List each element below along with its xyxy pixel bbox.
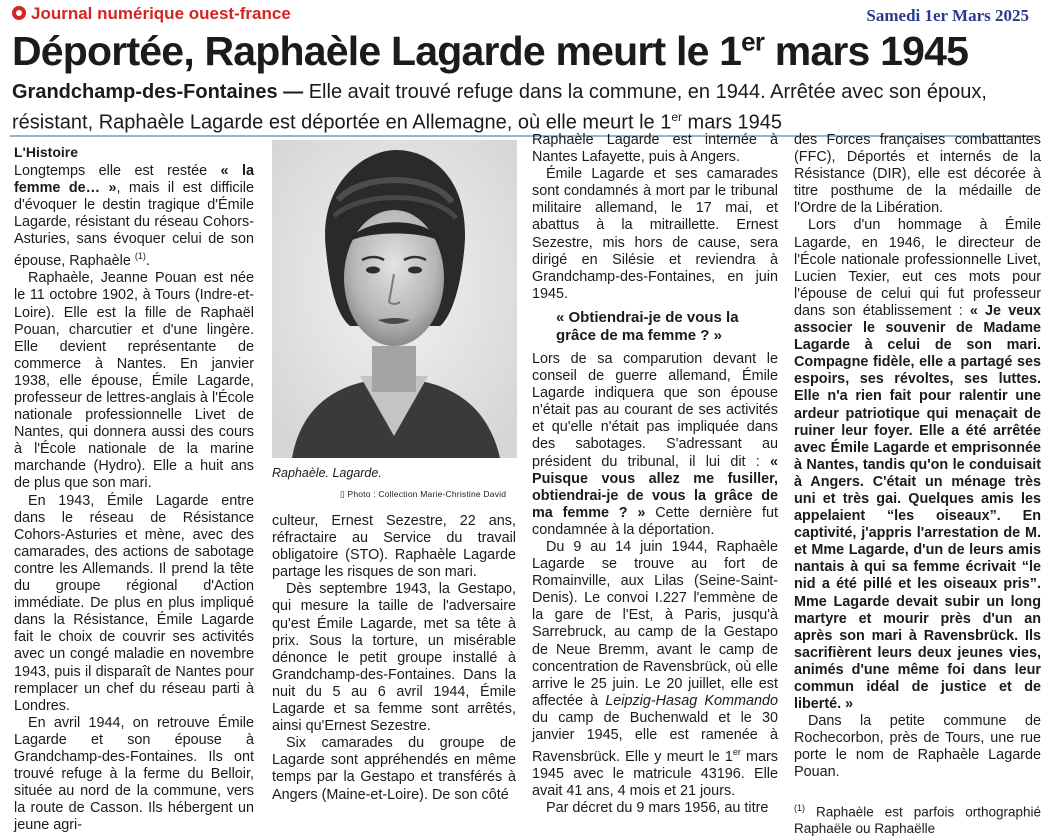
footnote-ref: (1) [134,251,146,262]
portrait-photo-image [272,140,517,458]
standfirst-sup: er [671,110,682,124]
text-run: Lors d'un hommage à Émile Lagarde, en 1946, le directeur de l'École nationale professionnelle Livet, Lucien Texier, eut ces mots pour l'épouse de celui qui fut professeur dans son établissement : [794,217,1041,319]
headline-sup: er [741,26,765,57]
standfirst-text-2: mars 1945 [682,111,783,134]
photo-credit-text: Photo : Collection Marie-Christine David [347,489,507,499]
portrait-photo [272,140,517,458]
text-run: du camp de Buchenwald et le 30 janvier 1945, elle est ramenée à Ravensbrück. Elle y meurt le 1 [532,709,778,765]
footnote-text: Raphaèle est parfois orthographié Raphaële ou Raphaëlle [794,804,1041,837]
text-run: Du 9 au 14 juin 1944, Raphaèle Lagarde se trouve au fort de Romainville, aux Lilas (Seine-Saint-Denis). Le convoi I.227 l'emmène de la gare de l'Est, à Paris, jusqu'à Sarrebruck, au camp de la Gestapo de Neue Bremm, avant le camp de concentration de Ravensbrück, où elle arrive le 25 juin. Le 20 juillet, elle est affectée à [532,538,778,709]
brand-label: Journal numérique ouest-france [31,4,291,23]
paragraph: Dans la petite commune de Rochecorbon, près de Tours, une rue porte le nom de Raphaèle Lagarde Pouan. [794,713,1041,781]
text-run: . [145,253,150,270]
paragraph: Six camarades du groupe de Lagarde sont appréhendés en même temps par la Gestapo et transférés à Angers (Maine-et-Loire). De son côté [272,735,516,803]
text-run: Cette dernière fut condamnée à la déportation. [532,504,778,538]
paragraph: Raphaèle Lagarde est internée à Nantes Lafayette, puis à Angers. [532,132,778,166]
paragraph [14,163,254,270]
article-column-2 [272,513,516,804]
paragraph: En 1943, Émile Lagarde entre dans le réseau de Résistance Cohors-Asturies et mène, avec des camarades, des actions de sabotage contre les Allemands. Il prend la tête du groupe régional d'Action immédiate. De plus en plus impliqué dans la Résistance, Émile Lagarde fait le choix de couvrir ses activités avec un congé maladie en novembre 1943, puis il disparaît de Nantes pour remplacer un chef du réseau parti à Londres. [14,492,254,714]
dateline: Grandchamp-des-Fontaines — [12,81,304,103]
italic-run: Leipzig-Hasag Kommando [605,692,778,709]
text-run: Longtemps elle est restée [14,163,221,179]
text-run: Lors de sa comparution devant le conseil de guerre allemand, Émile Lagarde indiquera que son épouse n'était pas au courant de ses activités et qu'elle n'était pas impliquée dans des sabotages. S'adressant au président du tribunal, il lui dit : [532,350,778,470]
text-run: , mais il est difficile d'évoquer le destin tragique d'Émile Lagarde, résistant du réseau Cohors-Asturies, sans évoquer celui de son épouse, Raphaèle [14,180,254,270]
paragraph: culteur, Ernest Sezestre, 22 ans, réfractaire au Service du travail obligatoire (STO). Raphaèle Lagarde partage les risques de son mari. [272,513,516,581]
footnote [794,800,1041,837]
paragraph: Raphaèle, Jeanne Pouan est née le 11 octobre 1902, à Tours (Indre-et-Loire). Elle est la fille de Raphaël Pouan, charcutier et d'une lingère. Elle devient représentante de commerce à Nantes. En janvier 1938, elle épouse, Émile Lagarde, professeur de lettres-anglais à l'École nationale professionnelle Livet de Nantes, qui donnera aussi des cours à l'École nationale de la marine marchande (Hydro). Elle a huit ans de plus que son mari. [14,270,254,492]
quote-run: « Puisque vous allez me fusiller, obtiendrai-je de vous la grâce de ma femme ? » [532,453,778,521]
headline-main: Déportée, Raphaèle Lagarde meurt le 1 [12,28,742,74]
camera-icon: ▯ [340,489,348,499]
paragraph: Dès septembre 1943, la Gestapo, qui mesure la taille de l'adversaire qu'est Émile Lagarde, met sa tête à prix. Sous la torture, un misérable dénonce le petit groupe installé à Grandchamp-des-Fontaines. Dans la nuit du 5 au 6 avril 1944, Émile Lagarde et sa femme sont arrêtés, ainsi qu'Ernest Sezestre. [272,581,516,735]
paragraph: des Forces françaises combattantes (FFC), Déportés et internés de la Résistance (DIR), elle est décorée à titre posthume de la médaille de l'Ordre de la Libération. [794,132,1041,217]
top-bar [12,4,1029,26]
paragraph: En avril 1944, on retrouve Émile Lagarde et son épouse à Grandchamp-des-Fontaines. Ils ont trouvé refuge à la ferme du Belloir, située au nord de la commune, vers la route de Casson. Ils hébergent un jeune agri- [14,714,254,834]
footnote-mark: (1) [794,802,805,813]
quote-run: « la femme de… » [14,163,254,197]
paragraph [794,217,1041,713]
article-column-4 [794,132,1041,837]
edition-date: Samedi 1er Mars 2025 [866,6,1029,25]
ordinal-sup: er [732,747,741,758]
headline [12,24,1042,78]
paragraph [532,351,778,539]
brand[interactable] [12,4,291,24]
photo-credit [340,489,506,500]
paragraph: Par décret du 9 mars 1956, au titre [546,800,769,817]
article-column-3 [532,132,778,817]
standfirst-text-1: Elle avait trouvé refuge dans la commune, en 1944. Arrêtée avec son époux, résistant, Raphaèle Lagarde est déportée en Allemagne, où elle meurt le 1 [12,81,987,134]
intertitle: « Obtiendrai-je de vous la grâce de ma femme ? » [556,308,739,344]
quote-run: « Je veux associer le souvenir de Madame Lagarde à celui de son mari. Compagne fidèle, elle a partagé ses espoirs, ses révoltes, ses luttes. Elle n'a rien fait pour ralentir une ardeur patriotique qui menaçait de ruiner leur foyer. Elle a été arrêtée avec Émile Lagarde et emprisonnée à Nantes, tandis qu'on le conduisait à Angers. C'était un ménage très uni et très gai. Quelques amis les appelaient “les oiseaux”. En captivité, j'appris l'arrestation de M. et Mme Lagarde, d'un de leurs amis nantais à qui sa femme écrivait “le nid a été pillé et les oiseaux pris”. Mme Lagarde devait subir un long martyre et mourir près d'un an après son mari à Ravensbrück. Ils sacrifièrent leurs deux jeunes vies, animés d'une même foi dans leur commun idéal de justice et de liberté. » [794,302,1041,713]
ouest-france-logo-icon [12,6,26,20]
article-column-1 [14,163,254,834]
paragraph [532,539,778,800]
headline-tail: mars 1945 [764,28,969,74]
standfirst [12,80,1012,136]
rubric-label: L'Histoire [14,144,79,160]
text-run: mars 1945 avec le matricule 43196. Elle avait 41 ans, 4 mois et 21 jours. [532,748,778,800]
paragraph: Émile Lagarde et ses camarades sont condamnés à mort par le tribunal militaire allemand, le 17 mai, et abattus à la mitraillette. Ernest Sezestre, mis hors de cause, sera dirigé en Silésie et reviendra à Grandchamp-des-Fontaines, en juin 1945. [532,166,778,302]
photo-caption: Raphaèle. Lagarde. [272,466,382,480]
